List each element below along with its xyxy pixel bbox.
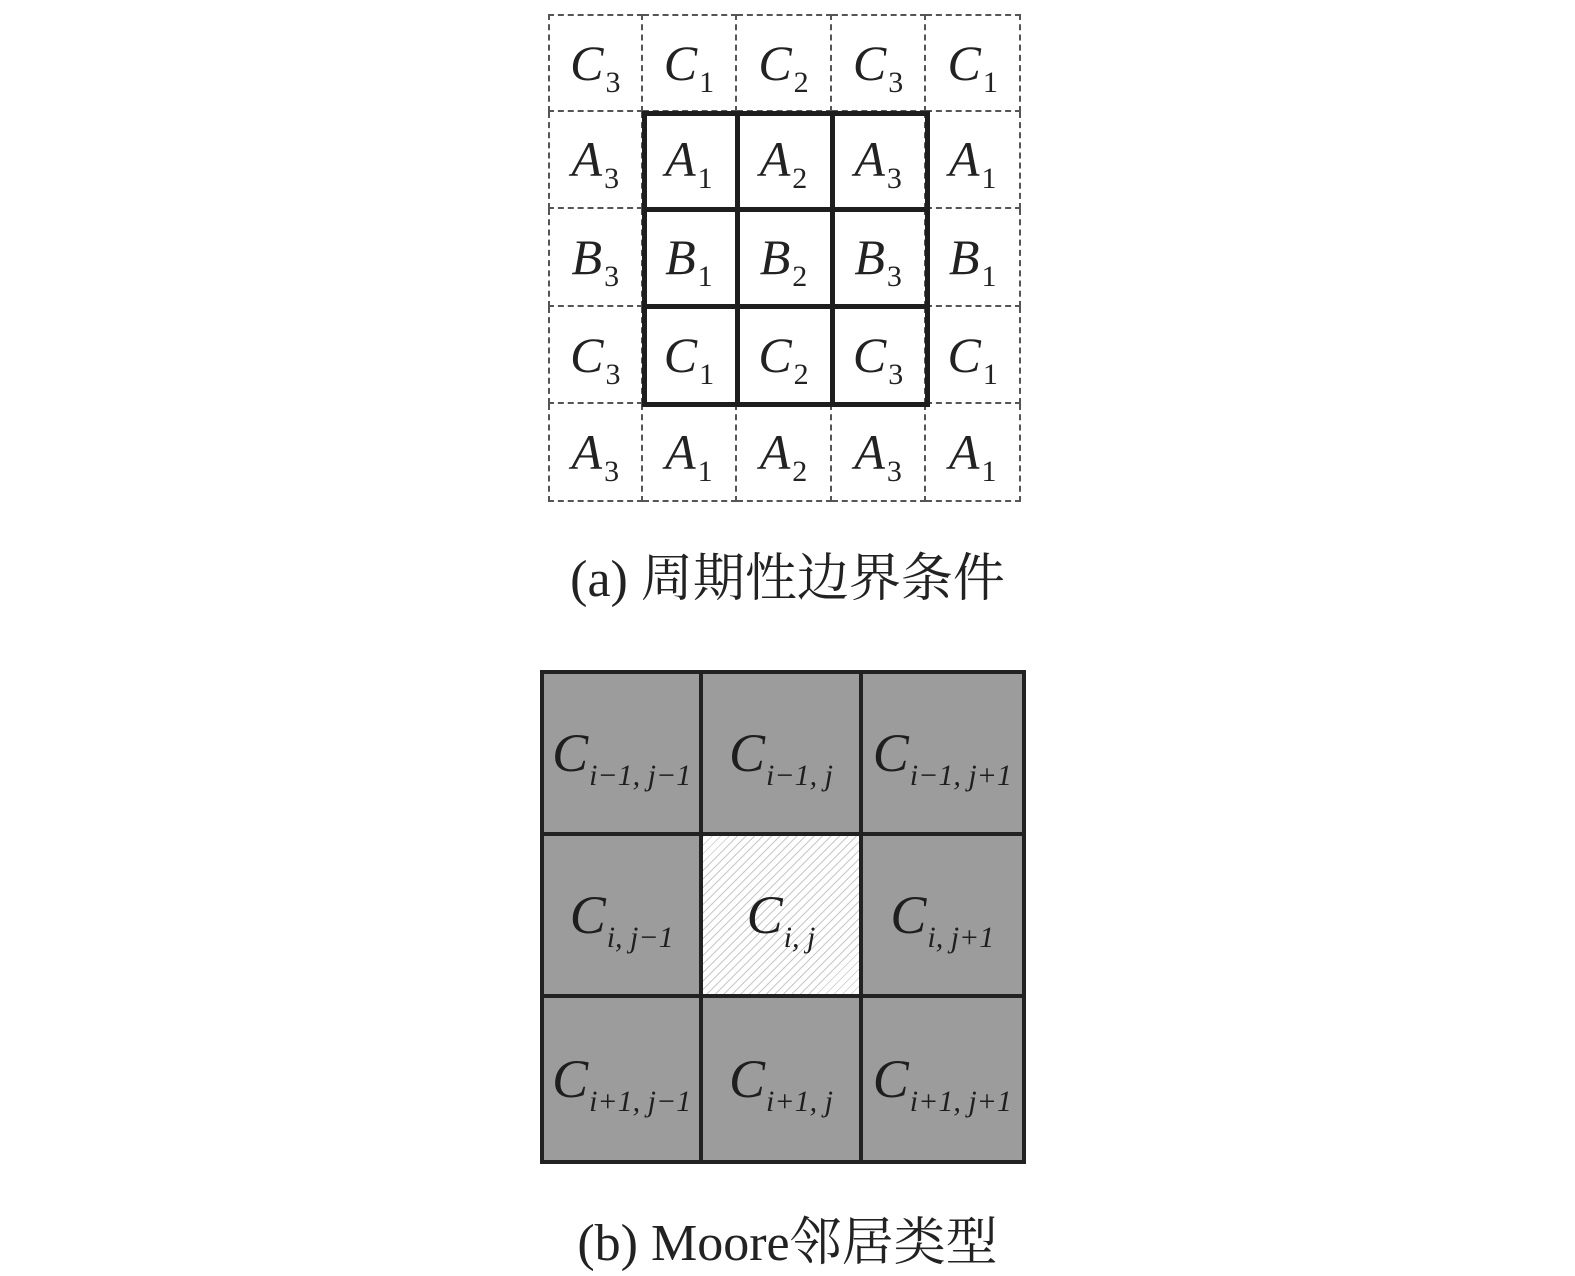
cell-subscript: 2 <box>793 65 809 99</box>
grid-cell <box>832 14 927 112</box>
cell-subscript: i−1, j−1 <box>589 759 692 792</box>
cell-subscript: 3 <box>604 162 620 196</box>
grid-cell <box>832 404 927 502</box>
cell-letter: A <box>571 131 603 188</box>
cell-letter: A <box>854 131 885 188</box>
cell-letter: C <box>872 723 909 783</box>
cell-subscript: i, j+1 <box>927 921 995 954</box>
grid-cell <box>548 209 643 307</box>
cell-subscript: 1 <box>697 162 713 196</box>
cell-letter: C <box>758 326 792 383</box>
cell-subscript: i+1, j <box>766 1085 833 1118</box>
cell-subscript: i−1, j <box>766 759 833 792</box>
grid-cell <box>548 112 643 210</box>
neighbor-cell <box>703 674 862 836</box>
grid-cell <box>737 112 832 210</box>
neighbor-cell <box>703 998 862 1160</box>
cell-letter: C <box>552 723 589 783</box>
cell-letter: A <box>665 424 696 481</box>
cell-letter: C <box>729 723 766 783</box>
cell-letter: C <box>570 326 604 383</box>
cell-letter: B <box>854 228 885 285</box>
center-cell <box>703 836 862 998</box>
cell-subscript: 3 <box>604 455 620 489</box>
cell-letter: A <box>759 131 791 188</box>
cell-subscript: 1 <box>982 65 998 99</box>
cell-letter: C <box>663 34 698 91</box>
cell-subscript: 1 <box>982 357 998 391</box>
grid-cell <box>737 307 832 405</box>
grid-cell <box>832 209 927 307</box>
cell-letter: B <box>948 228 980 285</box>
grid-cell <box>643 209 738 307</box>
cell-subscript: i−1, j+1 <box>909 759 1012 792</box>
cell-letter: C <box>852 326 887 383</box>
neighbor-cell <box>544 836 703 998</box>
grid-cell <box>643 14 738 112</box>
cell-letter: C <box>758 34 792 91</box>
cell-letter: C <box>552 1049 589 1109</box>
cell-subscript: 3 <box>888 357 904 391</box>
cell-subscript: i+1, j+1 <box>909 1085 1012 1118</box>
neighbor-cell <box>544 674 703 836</box>
neighbor-cell <box>863 674 1022 836</box>
grid-cell <box>548 404 643 502</box>
cell-subscript: 2 <box>792 455 808 489</box>
cell-letter: A <box>948 131 980 188</box>
grid-cell <box>737 404 832 502</box>
cell-letter: B <box>665 228 696 285</box>
cell-subscript: 1 <box>981 455 997 489</box>
cell-letter: C <box>569 885 606 945</box>
cell-letter: C <box>746 885 783 945</box>
grid-cell <box>643 307 738 405</box>
grid-cell <box>548 307 643 405</box>
cell-subscript: 1 <box>699 65 715 99</box>
cell-subscript: 1 <box>981 259 997 293</box>
grid-cell <box>737 14 832 112</box>
cell-subscript: i, j−1 <box>606 921 674 954</box>
grid-cell <box>643 404 738 502</box>
cell-letter: C <box>872 1049 909 1109</box>
grid-cell <box>643 112 738 210</box>
cell-subscript: 3 <box>604 259 620 293</box>
cell-subscript: i, j <box>783 921 816 954</box>
cell-letter: A <box>948 424 980 481</box>
cell-letter: C <box>663 326 698 383</box>
grid-cell <box>832 112 927 210</box>
grid-cell <box>832 307 927 405</box>
cell-letter: A <box>759 424 791 481</box>
caption-b: (b) Moore邻居类型 <box>577 1215 998 1272</box>
cell-letter: C <box>852 34 887 91</box>
cell-letter: C <box>947 34 981 91</box>
cell-letter: B <box>571 228 603 285</box>
moore-neighborhood-grid <box>540 670 1026 1164</box>
grid-cell <box>926 307 1021 405</box>
grid-cell <box>926 14 1021 112</box>
neighbor-cell <box>863 836 1022 998</box>
periodic-boundary-grid <box>548 14 1021 502</box>
cell-subscript: 1 <box>697 455 713 489</box>
cell-subscript: 3 <box>888 65 904 99</box>
cell-subscript: 2 <box>793 357 809 391</box>
cell-subscript: 3 <box>886 259 902 293</box>
grid-cell <box>548 14 643 112</box>
grid-cell <box>926 404 1021 502</box>
cell-subscript: 3 <box>886 162 902 196</box>
cell-subscript: i+1, j−1 <box>589 1085 692 1118</box>
caption-a: (a) 周期性边界条件 <box>570 551 1005 608</box>
cell-letter: B <box>759 228 791 285</box>
neighbor-cell <box>863 998 1022 1160</box>
cell-subscript: 3 <box>886 455 902 489</box>
cell-subscript: 1 <box>697 259 713 293</box>
cell-letter: C <box>890 885 927 945</box>
cell-letter: C <box>729 1049 766 1109</box>
cell-subscript: 2 <box>792 259 808 293</box>
neighbor-cell <box>544 998 703 1160</box>
cell-letter: A <box>854 424 885 481</box>
cell-subscript: 3 <box>605 65 621 99</box>
cell-letter: C <box>570 34 604 91</box>
cell-letter: A <box>571 424 603 481</box>
cell-subscript: 1 <box>981 162 997 196</box>
grid-cell <box>926 209 1021 307</box>
cell-subscript: 1 <box>699 357 715 391</box>
cell-subscript: 3 <box>605 357 621 391</box>
grid-cell <box>926 112 1021 210</box>
cell-subscript: 2 <box>792 162 808 196</box>
cell-letter: A <box>665 131 696 188</box>
cell-letter: C <box>947 326 981 383</box>
grid-cell <box>737 209 832 307</box>
